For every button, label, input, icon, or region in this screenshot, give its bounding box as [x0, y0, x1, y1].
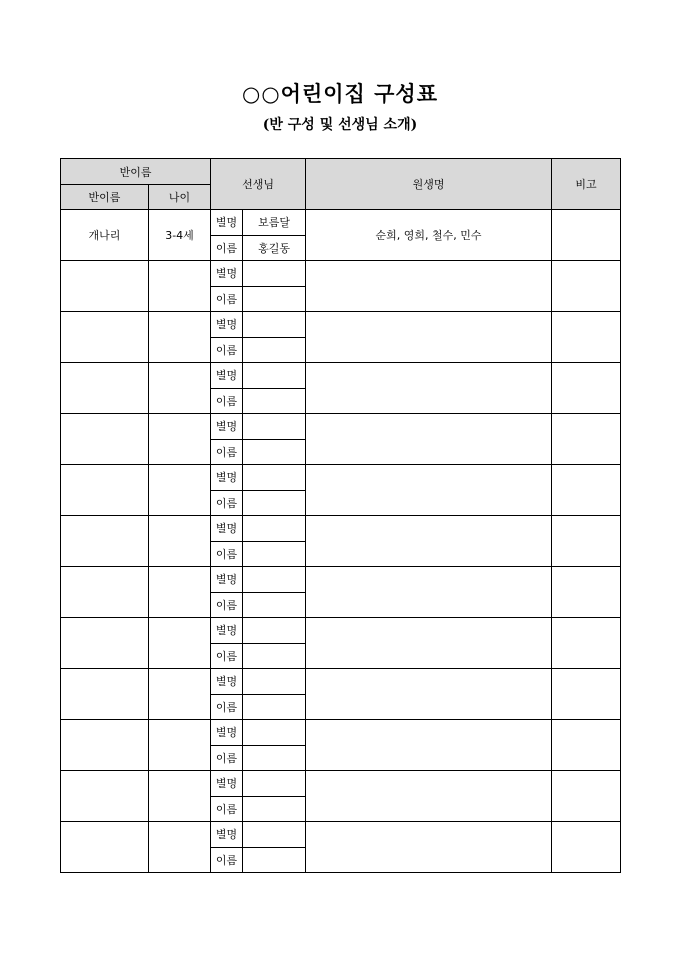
note-cell[interactable]: [552, 822, 621, 873]
nickname-label: 별명: [211, 771, 243, 797]
teacher-nickname-cell[interactable]: [243, 567, 306, 593]
nickname-label: 별명: [211, 312, 243, 338]
note-cell[interactable]: [552, 312, 621, 363]
age-cell[interactable]: [149, 567, 211, 618]
age-cell[interactable]: [149, 618, 211, 669]
table-row: [61, 414, 621, 440]
age-cell[interactable]: [149, 261, 211, 312]
students-cell[interactable]: 순희, 영희, 철수, 민수: [306, 210, 552, 261]
name-label: 이름: [211, 745, 243, 771]
teacher-name-cell[interactable]: [243, 388, 306, 414]
note-cell[interactable]: [552, 669, 621, 720]
class-name-cell[interactable]: 개나리: [61, 210, 149, 261]
name-label: 이름: [211, 541, 243, 567]
class-name-cell[interactable]: [61, 618, 149, 669]
table-row: [61, 669, 621, 695]
header-class-name-group: 반이름: [61, 159, 211, 185]
teacher-name-cell[interactable]: [243, 541, 306, 567]
age-cell[interactable]: [149, 414, 211, 465]
name-label: 이름: [211, 337, 243, 363]
name-label: 이름: [211, 235, 243, 261]
teacher-nickname-cell[interactable]: [243, 312, 306, 338]
note-cell[interactable]: [552, 567, 621, 618]
teacher-nickname-cell[interactable]: [243, 822, 306, 848]
teacher-name-cell[interactable]: [243, 490, 306, 516]
age-cell[interactable]: [149, 516, 211, 567]
class-name-cell[interactable]: [61, 261, 149, 312]
note-cell[interactable]: [552, 720, 621, 771]
nickname-label: 별명: [211, 363, 243, 389]
name-label: 이름: [211, 592, 243, 618]
table-row: [61, 516, 621, 542]
name-label: 이름: [211, 490, 243, 516]
class-name-cell[interactable]: [61, 312, 149, 363]
nickname-label: 별명: [211, 414, 243, 440]
class-name-cell[interactable]: [61, 414, 149, 465]
page-title: ○○어린이집 구성표: [242, 81, 438, 106]
name-label: 이름: [211, 439, 243, 465]
class-name-cell[interactable]: [61, 363, 149, 414]
teacher-nickname-cell[interactable]: [243, 720, 306, 746]
teacher-name-cell[interactable]: [243, 337, 306, 363]
roster-table: [60, 158, 621, 873]
teacher-name-cell[interactable]: [243, 592, 306, 618]
nickname-label: 별명: [211, 516, 243, 542]
class-name-cell[interactable]: [61, 465, 149, 516]
note-cell[interactable]: [552, 771, 621, 822]
teacher-nickname-cell[interactable]: [243, 414, 306, 440]
note-cell[interactable]: [552, 210, 621, 261]
age-cell[interactable]: [149, 720, 211, 771]
name-label: 이름: [211, 643, 243, 669]
students-cell[interactable]: [306, 261, 552, 312]
table-row: [61, 567, 621, 593]
teacher-name-cell[interactable]: [243, 847, 306, 873]
note-cell[interactable]: [552, 465, 621, 516]
students-cell[interactable]: [306, 465, 552, 516]
teacher-name-cell[interactable]: [243, 745, 306, 771]
teacher-name-cell[interactable]: [243, 694, 306, 720]
students-cell[interactable]: [306, 312, 552, 363]
teacher-name-cell[interactable]: 홍길동: [243, 235, 306, 261]
nickname-label: 별명: [211, 210, 243, 236]
nickname-label: 별명: [211, 720, 243, 746]
note-cell[interactable]: [552, 363, 621, 414]
table-row: [61, 312, 621, 338]
teacher-name-cell[interactable]: [243, 643, 306, 669]
note-cell[interactable]: [552, 516, 621, 567]
name-label: 이름: [211, 286, 243, 312]
header-teacher: 선생님: [211, 159, 306, 210]
students-cell[interactable]: [306, 363, 552, 414]
header-students: 원생명: [306, 159, 552, 210]
students-cell[interactable]: [306, 771, 552, 822]
table-row: [61, 363, 621, 389]
note-cell[interactable]: [552, 261, 621, 312]
age-cell[interactable]: [149, 771, 211, 822]
table-row: [61, 261, 621, 287]
page-subtitle: (반 구성 및 선생님 소개): [262, 117, 418, 133]
students-cell[interactable]: [306, 414, 552, 465]
class-name-cell[interactable]: [61, 822, 149, 873]
students-cell[interactable]: [306, 618, 552, 669]
header-note: 비고: [552, 159, 621, 210]
nickname-label: 별명: [211, 261, 243, 287]
table-row: [61, 465, 621, 491]
teacher-nickname-cell[interactable]: [243, 261, 306, 287]
note-cell[interactable]: [552, 414, 621, 465]
teacher-name-cell[interactable]: [243, 286, 306, 312]
teacher-nickname-cell[interactable]: [243, 516, 306, 542]
students-cell[interactable]: [306, 720, 552, 771]
teacher-name-cell[interactable]: [243, 796, 306, 822]
note-cell[interactable]: [552, 618, 621, 669]
name-label: 이름: [211, 388, 243, 414]
nickname-label: 별명: [211, 465, 243, 491]
class-name-cell[interactable]: [61, 567, 149, 618]
nickname-label: 별명: [211, 618, 243, 644]
students-cell[interactable]: [306, 669, 552, 720]
age-cell[interactable]: 3-4세: [149, 210, 211, 261]
nickname-label: 별명: [211, 822, 243, 848]
table-row: [61, 618, 621, 644]
age-cell[interactable]: [149, 822, 211, 873]
teacher-nickname-cell[interactable]: [243, 363, 306, 389]
header-class-name: 반이름: [61, 185, 149, 210]
class-name-cell[interactable]: [61, 720, 149, 771]
teacher-nickname-cell[interactable]: [243, 669, 306, 695]
table-row: [61, 822, 621, 848]
teacher-nickname-cell[interactable]: 보름달: [243, 210, 306, 236]
students-cell[interactable]: [306, 567, 552, 618]
class-name-cell[interactable]: [61, 516, 149, 567]
age-cell[interactable]: [149, 363, 211, 414]
teacher-nickname-cell[interactable]: [243, 618, 306, 644]
class-name-cell[interactable]: [61, 669, 149, 720]
name-label: 이름: [211, 796, 243, 822]
age-cell[interactable]: [149, 312, 211, 363]
teacher-nickname-cell[interactable]: [243, 771, 306, 797]
nickname-label: 별명: [211, 567, 243, 593]
roster-body: [61, 210, 621, 873]
table-row: [61, 210, 621, 236]
age-cell[interactable]: [149, 669, 211, 720]
students-cell[interactable]: [306, 822, 552, 873]
teacher-nickname-cell[interactable]: [243, 465, 306, 491]
table-row: [61, 771, 621, 797]
table-row: [61, 720, 621, 746]
students-cell[interactable]: [306, 516, 552, 567]
age-cell[interactable]: [149, 465, 211, 516]
class-name-cell[interactable]: [61, 771, 149, 822]
name-label: 이름: [211, 847, 243, 873]
name-label: 이름: [211, 694, 243, 720]
teacher-name-cell[interactable]: [243, 439, 306, 465]
nickname-label: 별명: [211, 669, 243, 695]
header-age: 나이: [149, 185, 211, 210]
